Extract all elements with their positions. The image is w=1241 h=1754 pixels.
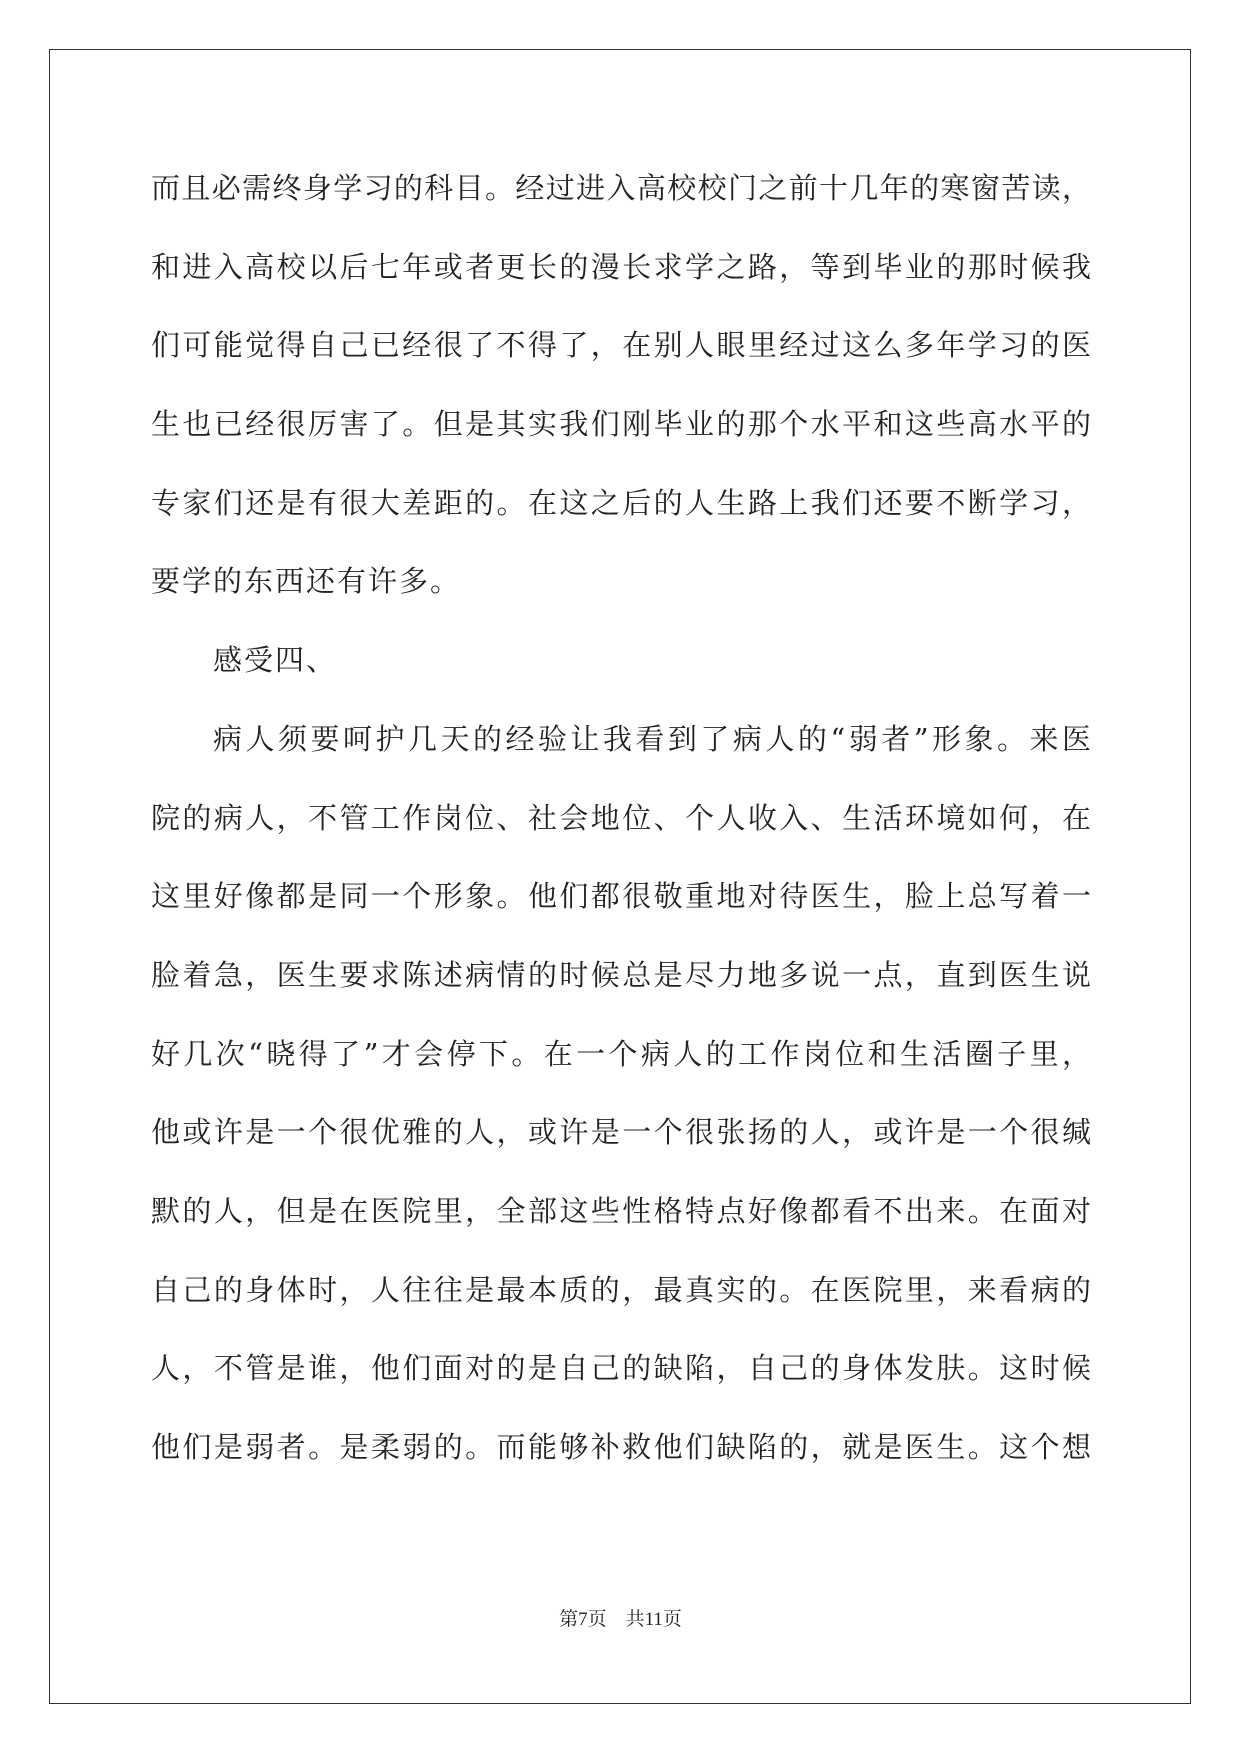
page-number: 第7页 [559, 1609, 607, 1630]
text-line: 人，不管是谁，他们面对的是自己的缺陷，自己的身体发肤。这时候 [151, 1351, 1091, 1386]
text-line: 专家们还是有很大差距的。在这之后的人生路上我们还要不断学习， [151, 485, 1091, 520]
text-line: 院的病人，不管工作岗位、社会地位、个人收入、生活环境如何，在 [151, 800, 1091, 835]
text-line: 们可能觉得自己已经很了不得了，在别人眼里经过这么多年学习的医 [151, 328, 1091, 363]
page-total: 共11页 [625, 1609, 682, 1630]
text-line: 要学的东西还有许多。 [151, 564, 462, 599]
text-line: 生也已经很厉害了。但是其实我们刚毕业的那个水平和这些高水平的 [151, 407, 1091, 442]
text-line: 默的人，但是在医院里，全部这些性格特点好像都看不出来。在面对 [151, 1193, 1091, 1228]
section-heading: 感受四、 [213, 643, 338, 678]
text-line: 好几次“晓得了”才会停下。在一个病人的工作岗位和生活圈子里， [151, 1036, 1091, 1071]
text-line: 脸着急，医生要求陈述病情的时候总是尽力地多说一点，直到医生说 [151, 957, 1091, 992]
text-line: 自己的身体时，人往往是最本质的，最真实的。在医院里，来看病的 [151, 1272, 1091, 1307]
text-line: 他或许是一个很优雅的人，或许是一个很张扬的人，或许是一个很缄 [151, 1115, 1091, 1150]
text-line: 病人须要呵护几天的经验让我看到了病人的“弱者”形象。来医 [213, 721, 1091, 756]
text-line: 他们是弱者。是柔弱的。而能够补救他们缺陷的，就是医生。这个想 [151, 1430, 1091, 1464]
page-footer [0, 1604, 1241, 1631]
text-line: 和进入高校以后七年或者更长的漫长求学之路，等到毕业的那时候我 [151, 249, 1091, 284]
text-line: 而且必需终身学习的科目。经过进入高校校门之前十几年的寒窗苦读， [151, 171, 1091, 205]
document-body [151, 160, 1091, 1498]
text-line: 这里好像都是同一个形象。他们都很敬重地对待医生，脸上总写着一 [151, 879, 1091, 914]
